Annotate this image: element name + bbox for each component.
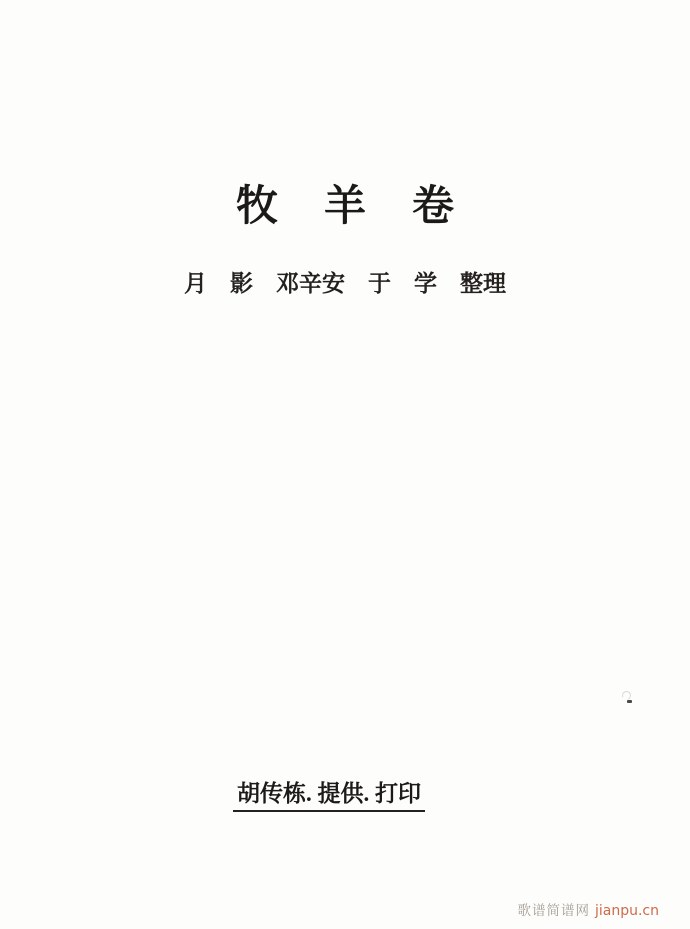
speck-dash (627, 700, 632, 703)
watermark-site-domain: jianpu.cn (594, 903, 659, 919)
watermark-site-name: 歌谱简谱网 (517, 903, 590, 918)
byline-row (0, 270, 690, 298)
compilers-byline: 月 影 邓辛安 于 学 整理 (184, 271, 506, 296)
provider-credit-line: 胡传栋. 提供. 打印 (233, 781, 425, 812)
scan-artifact-speck (620, 691, 634, 705)
site-watermark (517, 899, 659, 919)
credit-row (0, 781, 690, 812)
title-row (0, 184, 690, 230)
page-title: 牧羊卷 (235, 184, 500, 230)
